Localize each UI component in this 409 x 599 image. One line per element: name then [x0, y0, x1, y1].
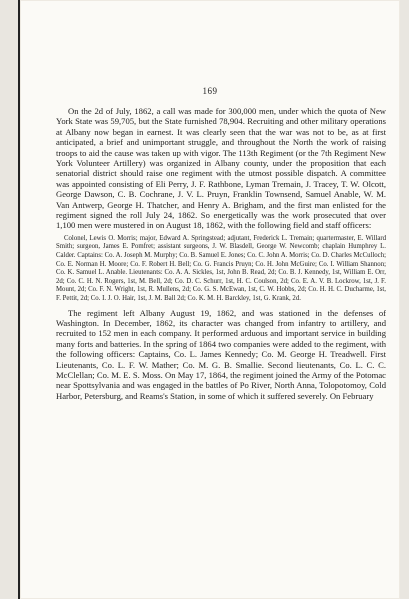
body-text [56, 106, 386, 401]
page-number: 169 [202, 86, 218, 96]
paragraph-call-for-men: On the 2d of July, 1862, a call was made for 300,000 men, under which the quota of New York State was 59,705, but the State furnished 78,904. Recruiting and other military operations at Albany now began in earnest. It was clearly seen that the war was not to be, as at first anticipated, a brief and unimportant struggle, and throughout the North the work of raising troops to aid the cause was taken up with vigor. The 113th Regiment (or the 7th Regiment New York Volunteer Artillery) was organized in Albany county, under the proposition that each senatorial district should raise one regiment with the utmost possible dispatch. A committee was appointed consisting of Eli Perry, J. F. Rathbone, Lyman Tremain, J. Tracey, T. W. Olcott, George Dawson, C. B. Cochrane, J. V. L. Pruyn, Franklin Townsend, Samuel Anable, W. M. Van Antwerp, George H. Thatcher, and Henry A. Brigham, and the first man enlisted for the regiment signed the roll July 24, 1862. So energetically was the work prosecuted that over 1,100 men were mustered in on August 18, 1862, with the following field and staff officers: [56, 106, 386, 231]
book-page [18, 0, 400, 599]
officers-list: Colonel, Lewis O. Morris; major, Edward A. Springstead; adjutant, Frederick L. Tremain; quartermaster, E. Willard Smith; surgeon, James E. Pomfret; assistant surgeons, J. W. Blasdell, George W. Newcomb; chaplain Humphrey L. Calder. Captains: Co. A. Joseph M. Murphy; Co. B. Samuel E. Jones; Co. C. John A. Morris; Co. D. Charles McCulloch; Co. E. Norman H. Moore; Co. F. Robert H. Bell; Co. G. Francis Pruyn; Co. H. John McGuire; Co. I. William Shannon; Co. K. Samuel L. Anable. Lieutenants: Co. A. A. Sickles, 1st, John B. Read, 2d; Co. B. J. Kennedy, 1st, William E. Orr, 2d; Co. C. H. N. Rogers, 1st, M. Bell, 2d; Co. D. C. Schurr, 1st, H. C. Coulson, 2d; Co. E. A. V. B. Lockrow, 1st, J. F. Mount, 2d; Co. F. N. Wright, 1st, R. Mullens, 2d; Co. G. S. McEwan, 1st, C. W. Hobbs, 2d; Co. H. H. C. Ducharme, 1st, F. Pettit, 2d; Co. I. J. O. Hair, 1st, J. M. Ball 2d; Co. K. M. H. Barckley, 1st, G. Krank, 2d. [56, 234, 386, 303]
paragraph-regiment-service: The regiment left Albany August 19, 1862, and was stationed in the defenses of Washington. In December, 1862, its character was changed from infantry to artillery, and recruited to 152 men in each company. It performed arduous and important service in building many forts and batteries. In the spring of 1864 two companies were added to the regiment, with the following officers: Captains, Co. L. James Kennedy; Co. M. George H. Treadwell. First Lieutenants, Co. L. F. W. Mather; Co. M. G. B. Smallie. Second lieutenants, Co. L. C. C. McClellan; Co. M. E. S. Moss. On May 17, 1864, the regiment joined the Army of the Potomac near Spottsylvania and was engaged in the battles of Po River, North Anna, Tolopotomoy, Cold Harbor, Petersburg, and Reams's Station, in some of which it suffered severely. On February [56, 307, 386, 401]
